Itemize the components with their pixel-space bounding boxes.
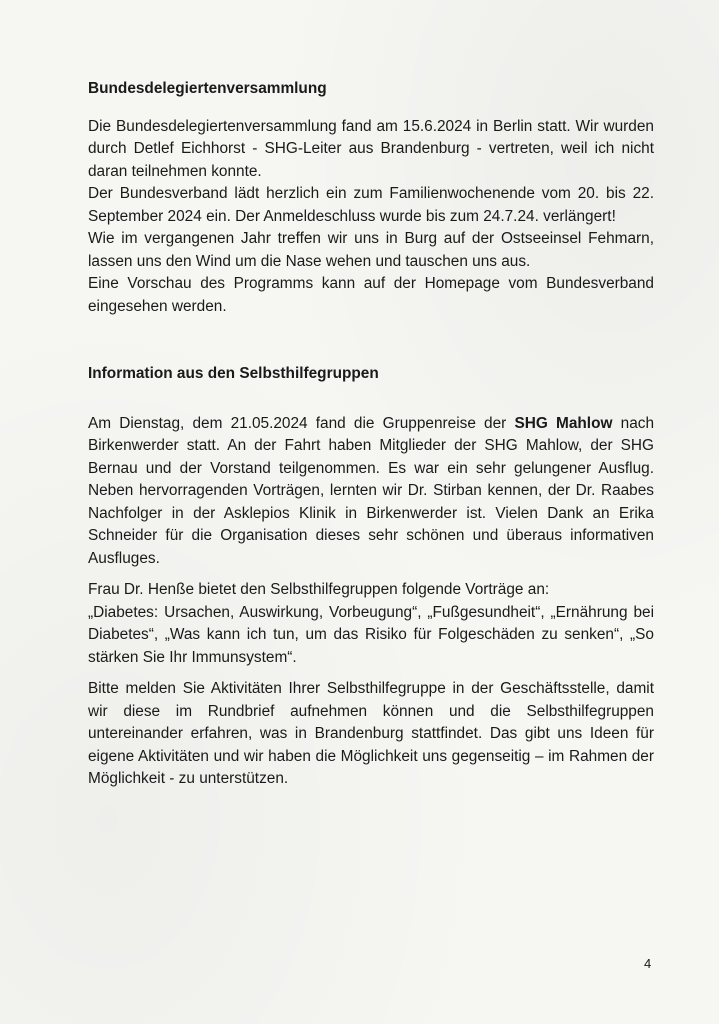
paragraph-programm-vorschau: Eine Vorschau des Programms kann auf der Homepage vom Bundesverband eingesehen werden. [88, 275, 654, 315]
page-number: 4 [644, 956, 652, 971]
paragraph-delegiertenversammlung: Die Bundesdelegiertenversammlung fand am 15.6.2024 in Berlin statt. Wir wurden durch Detlef Eichhorst - SHG-Leiter aus Brandenburg - vertreten, weil ich nicht daran teilnehmen konnte. [88, 117, 654, 180]
paragraph-familienwochenende: Der Bundesverband lädt herzlich ein zum Familienwochenende vom 20. bis 22. September 2024 ein. Der Anmeldeschluss wurde bis zum 24.7.24. verlängert! [88, 185, 654, 225]
spacer [88, 570, 654, 579]
paragraph-gruppenreise [88, 413, 654, 571]
section-heading-bundesdelegiertenversammlung: Bundesdelegiertenversammlung [88, 80, 327, 97]
spacer [88, 669, 654, 678]
paragraph-aktivitaeten-melden: Bitte melden Sie Aktivitäten Ihrer Selbsthilfegruppe in der Geschäftsstelle, damit wir diese im Rundbrief aufnehmen können und die Selbsthilfegruppen untereinander erfahren, was in Brandenburg stattfindet. Das gibt uns Ideen für eigene Aktivitäten und wir haben die Möglichkeit uns gegenseitig – im Rahmen der Möglichkeit - zu unterstützen. [88, 680, 654, 787]
gruppenreise-text-start: Am Dienstag, dem 21.05.2024 fand die Gruppenreise der [88, 414, 515, 432]
paragraph-vortraege-intro: Frau Dr. Henße bietet den Selbsthilfegruppen folgende Vorträge an: [88, 581, 550, 598]
paragraph-vortraege-liste: „Diabetes: Ursachen, Auswirkung, Vorbeugung“, „Fußgesundheit“, „Ernährung bei Diabetes“, „Was kann ich tun, um das Risiko für Folgeschäden zu senken“, „So stärken Sie Ihr Immunsystem“. [88, 603, 654, 666]
page-content [88, 78, 654, 791]
spacer [88, 386, 654, 413]
shg-mahlow-emphasis: SHG Mahlow [514, 414, 613, 432]
spacer [88, 318, 654, 363]
gruppenreise-text-end: nach Birkenwerder statt. An der Fahrt haben Mitglieder der SHG Mahlow, der SHG Bernau und der Vorstand teilgenommen. Es war ein sehr gelungener Ausflug. Neben hervorragenden Vorträgen, lernten wir Dr. Stirban kennen, der Dr. Raabes Nachfolger in der Asklepios Klinik in Birkenwerder ist. Vielen Dank an Erika Schneider für die Organisation dieses sehr schönen und überaus informativen Ausfluges. [88, 414, 655, 567]
section-heading-selbsthilfegruppen: Information aus den Selbsthilfegruppen [88, 365, 379, 382]
spacer [88, 101, 654, 116]
paragraph-fehmarn: Wie im vergangenen Jahr treffen wir uns in Burg auf der Ostseeinsel Fehmarn, lassen uns den Wind um die Nase wehen und tauschen uns aus. [88, 230, 654, 270]
